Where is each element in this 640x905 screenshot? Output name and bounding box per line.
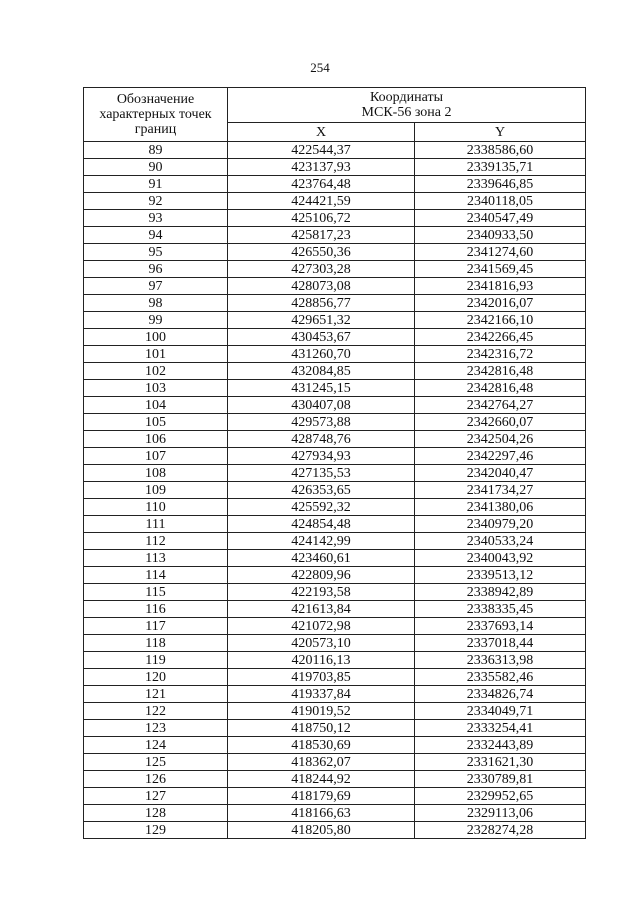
point-cell: 101 bbox=[84, 346, 228, 363]
coordinates-header-title: Координаты bbox=[370, 90, 443, 106]
y-coordinate-cell: 2338335,45 bbox=[415, 601, 586, 618]
table-row bbox=[84, 584, 586, 601]
table-row bbox=[84, 499, 586, 516]
y-coordinate-cell: 2328274,28 bbox=[415, 822, 586, 839]
y-coordinate-cell: 2332443,89 bbox=[415, 737, 586, 754]
point-cell: 108 bbox=[84, 465, 228, 482]
y-coordinate-cell: 2342816,48 bbox=[415, 380, 586, 397]
table-row bbox=[84, 363, 586, 380]
point-cell: 104 bbox=[84, 397, 228, 414]
table-row bbox=[84, 635, 586, 652]
x-coordinate-cell: 429651,32 bbox=[228, 312, 415, 329]
table-row bbox=[84, 414, 586, 431]
x-coordinate-cell: 424142,99 bbox=[228, 533, 415, 550]
x-coordinate-cell: 428073,08 bbox=[228, 278, 415, 295]
y-coordinate-cell: 2340533,24 bbox=[415, 533, 586, 550]
table-row bbox=[84, 465, 586, 482]
point-cell: 117 bbox=[84, 618, 228, 635]
y-coordinate-cell: 2342660,07 bbox=[415, 414, 586, 431]
y-coordinate-cell: 2329113,06 bbox=[415, 805, 586, 822]
x-coordinate-cell: 419019,52 bbox=[228, 703, 415, 720]
y-coordinate-cell: 2342016,07 bbox=[415, 295, 586, 312]
y-column-header: Y bbox=[415, 123, 586, 142]
table-row bbox=[84, 278, 586, 295]
x-coordinate-cell: 418530,69 bbox=[228, 737, 415, 754]
y-coordinate-cell: 2341380,06 bbox=[415, 499, 586, 516]
y-coordinate-cell: 2331621,30 bbox=[415, 754, 586, 771]
x-coordinate-cell: 423460,61 bbox=[228, 550, 415, 567]
y-coordinate-cell: 2339513,12 bbox=[415, 567, 586, 584]
point-cell: 103 bbox=[84, 380, 228, 397]
point-cell: 121 bbox=[84, 686, 228, 703]
x-coordinate-cell: 428748,76 bbox=[228, 431, 415, 448]
y-coordinate-cell: 2342316,72 bbox=[415, 346, 586, 363]
point-cell: 97 bbox=[84, 278, 228, 295]
y-coordinate-cell: 2342166,10 bbox=[415, 312, 586, 329]
table-row bbox=[84, 346, 586, 363]
y-coordinate-cell: 2342504,26 bbox=[415, 431, 586, 448]
y-coordinate-cell: 2336313,98 bbox=[415, 652, 586, 669]
y-coordinate-cell: 2334049,71 bbox=[415, 703, 586, 720]
x-coordinate-cell: 418244,92 bbox=[228, 771, 415, 788]
x-coordinate-cell: 425817,23 bbox=[228, 227, 415, 244]
table-row bbox=[84, 550, 586, 567]
y-coordinate-cell: 2338586,60 bbox=[415, 142, 586, 159]
y-coordinate-cell: 2342266,45 bbox=[415, 329, 586, 346]
point-cell: 98 bbox=[84, 295, 228, 312]
y-coordinate-cell: 2337018,44 bbox=[415, 635, 586, 652]
table-row bbox=[84, 618, 586, 635]
x-coordinate-cell: 418166,63 bbox=[228, 805, 415, 822]
table-row bbox=[84, 431, 586, 448]
x-coordinate-cell: 421613,84 bbox=[228, 601, 415, 618]
point-cell: 100 bbox=[84, 329, 228, 346]
y-coordinate-cell: 2341274,60 bbox=[415, 244, 586, 261]
point-cell: 116 bbox=[84, 601, 228, 618]
point-designation-header: Обозначение характерных точек границ bbox=[84, 88, 228, 142]
coordinate-system-label: МСК-56 зона 2 bbox=[361, 105, 452, 121]
coordinates-header bbox=[228, 88, 586, 123]
table-row bbox=[84, 210, 586, 227]
point-cell: 123 bbox=[84, 720, 228, 737]
table-row bbox=[84, 159, 586, 176]
table-row bbox=[84, 482, 586, 499]
point-cell: 111 bbox=[84, 516, 228, 533]
y-coordinate-cell: 2341734,27 bbox=[415, 482, 586, 499]
table-row bbox=[84, 669, 586, 686]
table-row bbox=[84, 652, 586, 669]
table-row bbox=[84, 754, 586, 771]
x-coordinate-cell: 424421,59 bbox=[228, 193, 415, 210]
table-row bbox=[84, 567, 586, 584]
table-row bbox=[84, 448, 586, 465]
y-coordinate-cell: 2342040,47 bbox=[415, 465, 586, 482]
point-cell: 107 bbox=[84, 448, 228, 465]
table-row bbox=[84, 329, 586, 346]
point-cell: 118 bbox=[84, 635, 228, 652]
y-coordinate-cell: 2330789,81 bbox=[415, 771, 586, 788]
x-coordinate-cell: 423137,93 bbox=[228, 159, 415, 176]
y-coordinate-cell: 2333254,41 bbox=[415, 720, 586, 737]
x-coordinate-cell: 421072,98 bbox=[228, 618, 415, 635]
x-coordinate-cell: 425592,32 bbox=[228, 499, 415, 516]
y-coordinate-cell: 2337693,14 bbox=[415, 618, 586, 635]
table-row bbox=[84, 516, 586, 533]
x-coordinate-cell: 418362,07 bbox=[228, 754, 415, 771]
x-coordinate-cell: 430453,67 bbox=[228, 329, 415, 346]
table-row bbox=[84, 397, 586, 414]
y-coordinate-cell: 2340547,49 bbox=[415, 210, 586, 227]
table-row bbox=[84, 822, 586, 839]
y-coordinate-cell: 2340118,05 bbox=[415, 193, 586, 210]
y-coordinate-cell: 2341816,93 bbox=[415, 278, 586, 295]
x-coordinate-cell: 419337,84 bbox=[228, 686, 415, 703]
x-coordinate-cell: 424854,48 bbox=[228, 516, 415, 533]
x-coordinate-cell: 422193,58 bbox=[228, 584, 415, 601]
table-row bbox=[84, 176, 586, 193]
point-cell: 120 bbox=[84, 669, 228, 686]
table-row bbox=[84, 601, 586, 618]
table-row bbox=[84, 227, 586, 244]
x-coordinate-cell: 418179,69 bbox=[228, 788, 415, 805]
x-coordinate-cell: 427135,53 bbox=[228, 465, 415, 482]
point-cell: 115 bbox=[84, 584, 228, 601]
point-cell: 112 bbox=[84, 533, 228, 550]
y-coordinate-cell: 2338942,89 bbox=[415, 584, 586, 601]
point-cell: 109 bbox=[84, 482, 228, 499]
point-cell: 96 bbox=[84, 261, 228, 278]
point-cell: 127 bbox=[84, 788, 228, 805]
x-coordinate-cell: 419703,85 bbox=[228, 669, 415, 686]
point-cell: 105 bbox=[84, 414, 228, 431]
x-coordinate-cell: 431245,15 bbox=[228, 380, 415, 397]
x-coordinate-cell: 427934,93 bbox=[228, 448, 415, 465]
point-cell: 91 bbox=[84, 176, 228, 193]
x-coordinate-cell: 429573,88 bbox=[228, 414, 415, 431]
table-row bbox=[84, 805, 586, 822]
page-number: 254 bbox=[310, 60, 330, 75]
x-coordinate-cell: 431260,70 bbox=[228, 346, 415, 363]
table-row bbox=[84, 771, 586, 788]
point-cell: 124 bbox=[84, 737, 228, 754]
point-cell: 102 bbox=[84, 363, 228, 380]
table-row bbox=[84, 261, 586, 278]
x-coordinate-cell: 426353,65 bbox=[228, 482, 415, 499]
point-cell: 126 bbox=[84, 771, 228, 788]
table-row bbox=[84, 720, 586, 737]
table-row bbox=[84, 244, 586, 261]
point-cell: 106 bbox=[84, 431, 228, 448]
table-row bbox=[84, 703, 586, 720]
y-coordinate-cell: 2340043,92 bbox=[415, 550, 586, 567]
x-coordinate-cell: 432084,85 bbox=[228, 363, 415, 380]
y-coordinate-cell: 2339646,85 bbox=[415, 176, 586, 193]
y-coordinate-cell: 2334826,74 bbox=[415, 686, 586, 703]
x-coordinate-cell: 422809,96 bbox=[228, 567, 415, 584]
x-coordinate-cell: 427303,28 bbox=[228, 261, 415, 278]
y-coordinate-cell: 2341569,45 bbox=[415, 261, 586, 278]
point-cell: 110 bbox=[84, 499, 228, 516]
y-coordinate-cell: 2340933,50 bbox=[415, 227, 586, 244]
x-column-header: X bbox=[228, 123, 415, 142]
point-cell: 119 bbox=[84, 652, 228, 669]
point-cell: 89 bbox=[84, 142, 228, 159]
point-cell: 90 bbox=[84, 159, 228, 176]
x-coordinate-cell: 420573,10 bbox=[228, 635, 415, 652]
table-row bbox=[84, 193, 586, 210]
point-cell: 114 bbox=[84, 567, 228, 584]
x-coordinate-cell: 418205,80 bbox=[228, 822, 415, 839]
y-coordinate-cell: 2340979,20 bbox=[415, 516, 586, 533]
point-cell: 99 bbox=[84, 312, 228, 329]
y-coordinate-cell: 2339135,71 bbox=[415, 159, 586, 176]
x-coordinate-cell: 428856,77 bbox=[228, 295, 415, 312]
y-coordinate-cell: 2342816,48 bbox=[415, 363, 586, 380]
point-cell: 94 bbox=[84, 227, 228, 244]
table-row bbox=[84, 788, 586, 805]
point-cell: 113 bbox=[84, 550, 228, 567]
table-row bbox=[84, 380, 586, 397]
x-coordinate-cell: 430407,08 bbox=[228, 397, 415, 414]
x-coordinate-cell: 422544,37 bbox=[228, 142, 415, 159]
y-coordinate-cell: 2335582,46 bbox=[415, 669, 586, 686]
table-body bbox=[84, 142, 586, 839]
table-row bbox=[84, 142, 586, 159]
y-coordinate-cell: 2342764,27 bbox=[415, 397, 586, 414]
table-row bbox=[84, 686, 586, 703]
point-cell: 92 bbox=[84, 193, 228, 210]
point-cell: 125 bbox=[84, 754, 228, 771]
x-coordinate-cell: 425106,72 bbox=[228, 210, 415, 227]
y-coordinate-cell: 2329952,65 bbox=[415, 788, 586, 805]
table-row bbox=[84, 737, 586, 754]
table-row bbox=[84, 533, 586, 550]
x-coordinate-cell: 418750,12 bbox=[228, 720, 415, 737]
table-row bbox=[84, 295, 586, 312]
coordinates-table bbox=[83, 87, 586, 839]
point-cell: 128 bbox=[84, 805, 228, 822]
point-cell: 93 bbox=[84, 210, 228, 227]
y-coordinate-cell: 2342297,46 bbox=[415, 448, 586, 465]
point-cell: 95 bbox=[84, 244, 228, 261]
x-coordinate-cell: 426550,36 bbox=[228, 244, 415, 261]
x-coordinate-cell: 420116,13 bbox=[228, 652, 415, 669]
table-row bbox=[84, 312, 586, 329]
point-cell: 122 bbox=[84, 703, 228, 720]
point-cell: 129 bbox=[84, 822, 228, 839]
x-coordinate-cell: 423764,48 bbox=[228, 176, 415, 193]
